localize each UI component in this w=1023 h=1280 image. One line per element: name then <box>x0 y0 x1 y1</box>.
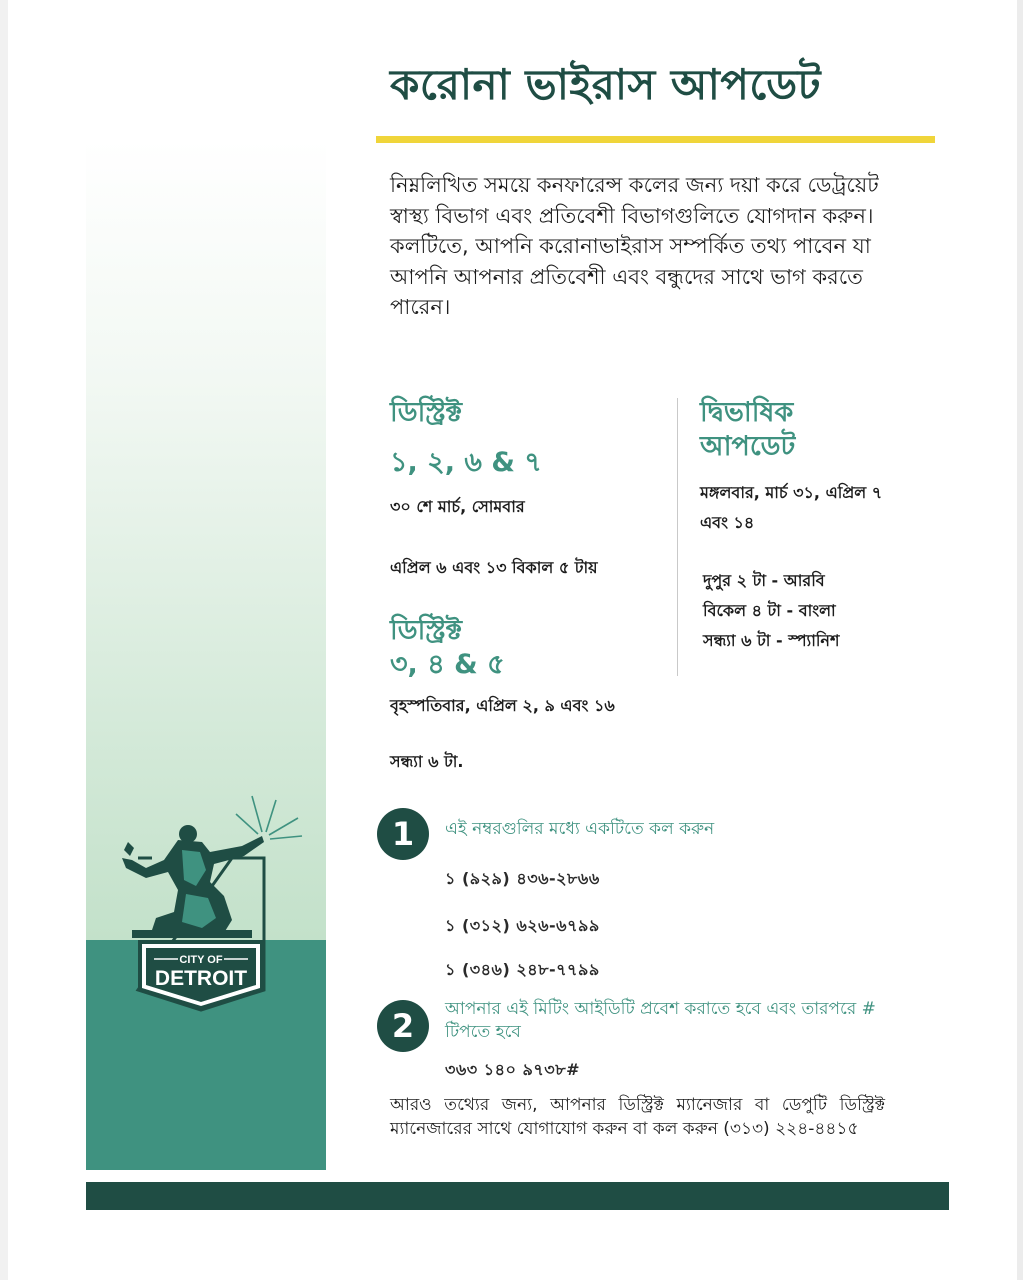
step-2-instruction: আপনার এই মিটিং আইডিটি প্রবেশ করাতে হবে এবং তারপরে # টিপতে হবে <box>445 999 876 1042</box>
district-b-heading: ডিস্ট্রিক্ট <box>390 615 463 646</box>
phone-number[interactable]: ১ (৯২৯) ৪৩৬-২৮৬৬ <box>445 869 600 888</box>
meeting-id: ৩৬৩ ১৪০ ৯৭৩৮# <box>445 1060 580 1079</box>
bilingual-session: সন্ধ্যা ৬ টা - স্প্যানিশ <box>703 631 840 650</box>
district-b-time: সন্ধ্যা ৬ টা. <box>390 752 464 771</box>
page-edge-right <box>1017 0 1023 1280</box>
district-a-heading: ডিস্ট্রিক্ট <box>390 397 463 428</box>
bilingual-session: দুপুর ২ টা - আরবি <box>703 571 825 590</box>
page-title: করোনা ভাইরাস আপডেট <box>390 60 822 109</box>
bilingual-session-list <box>703 566 933 656</box>
column-divider <box>677 398 678 676</box>
phone-number[interactable]: ১ (৩৪৬) ২৪৮-৭৭৯৯ <box>445 960 600 979</box>
intro-paragraph: নিম্নলিখিত সময়ে কনফারেন্স কলের জন্য দয়া করে ডেট্রয়েট স্বাস্থ্য বিভাগ এবং প্রতিবেশী বিভাগগুলিতে যোগদান করুন। কলটিতে, আপনি করোনাভাইরাস সম্পর্কিত তথ্য পাবেন যা আপনি আপনার প্রতিবেশী এবং বন্ধুদের সাথে ভাগ করতে পারেন। <box>390 173 879 319</box>
district-a-date: ৩০ শে মার্চ, সোমবার <box>390 497 525 516</box>
footer-bar <box>86 1182 949 1210</box>
step-1-badge: 1 <box>377 808 429 860</box>
district-a-numbers: ১, ২, ৬ & ৭ <box>390 447 542 478</box>
phone-number[interactable]: ১ (৩১২) ৬২৬-৬৭৯৯ <box>445 916 600 935</box>
bilingual-session: বিকেল ৪ টা - বাংলা <box>703 601 836 620</box>
district-b-date: বৃহস্পতিবার, এপ্রিল ২, ৯ এবং ১৬ <box>390 696 615 715</box>
logo-city-of: CITY OF <box>179 954 223 966</box>
step-1-instruction: এই নম্বরগুলির মধ্যে একটিতে কল করুন <box>445 819 715 839</box>
step-2-badge: 2 <box>377 1000 429 1052</box>
district-b-numbers: ৩, ৪ & ৫ <box>390 649 505 680</box>
bilingual-dates: মঙ্গলবার, মার্চ ৩১, এপ্রিল ৭ এবং ১৪ <box>700 483 883 532</box>
spirit-of-detroit-statue-icon <box>112 790 312 1012</box>
bilingual-heading: দ্বিভাষিক আপডেট <box>700 397 796 462</box>
logo-detroit: DETROIT <box>154 967 248 990</box>
district-a-time: এপ্রিল ৬ এবং ১৩ বিকাল ৫ টায় <box>390 558 598 577</box>
city-of-detroit-logo <box>112 790 312 1012</box>
title-underline <box>376 136 935 143</box>
closing-contact-text: আরও তথ্যের জন্য, আপনার ডিস্ট্রিক্ট ম্যানেজার বা ডেপুটি ডিস্ট্রিক্ট ম্যানেজারের সাথে যোগাযোগ করুন বা কল করুন (৩১৩) ২২৪-৪৪১৫ <box>390 1095 885 1139</box>
page-edge-left <box>0 0 8 1280</box>
